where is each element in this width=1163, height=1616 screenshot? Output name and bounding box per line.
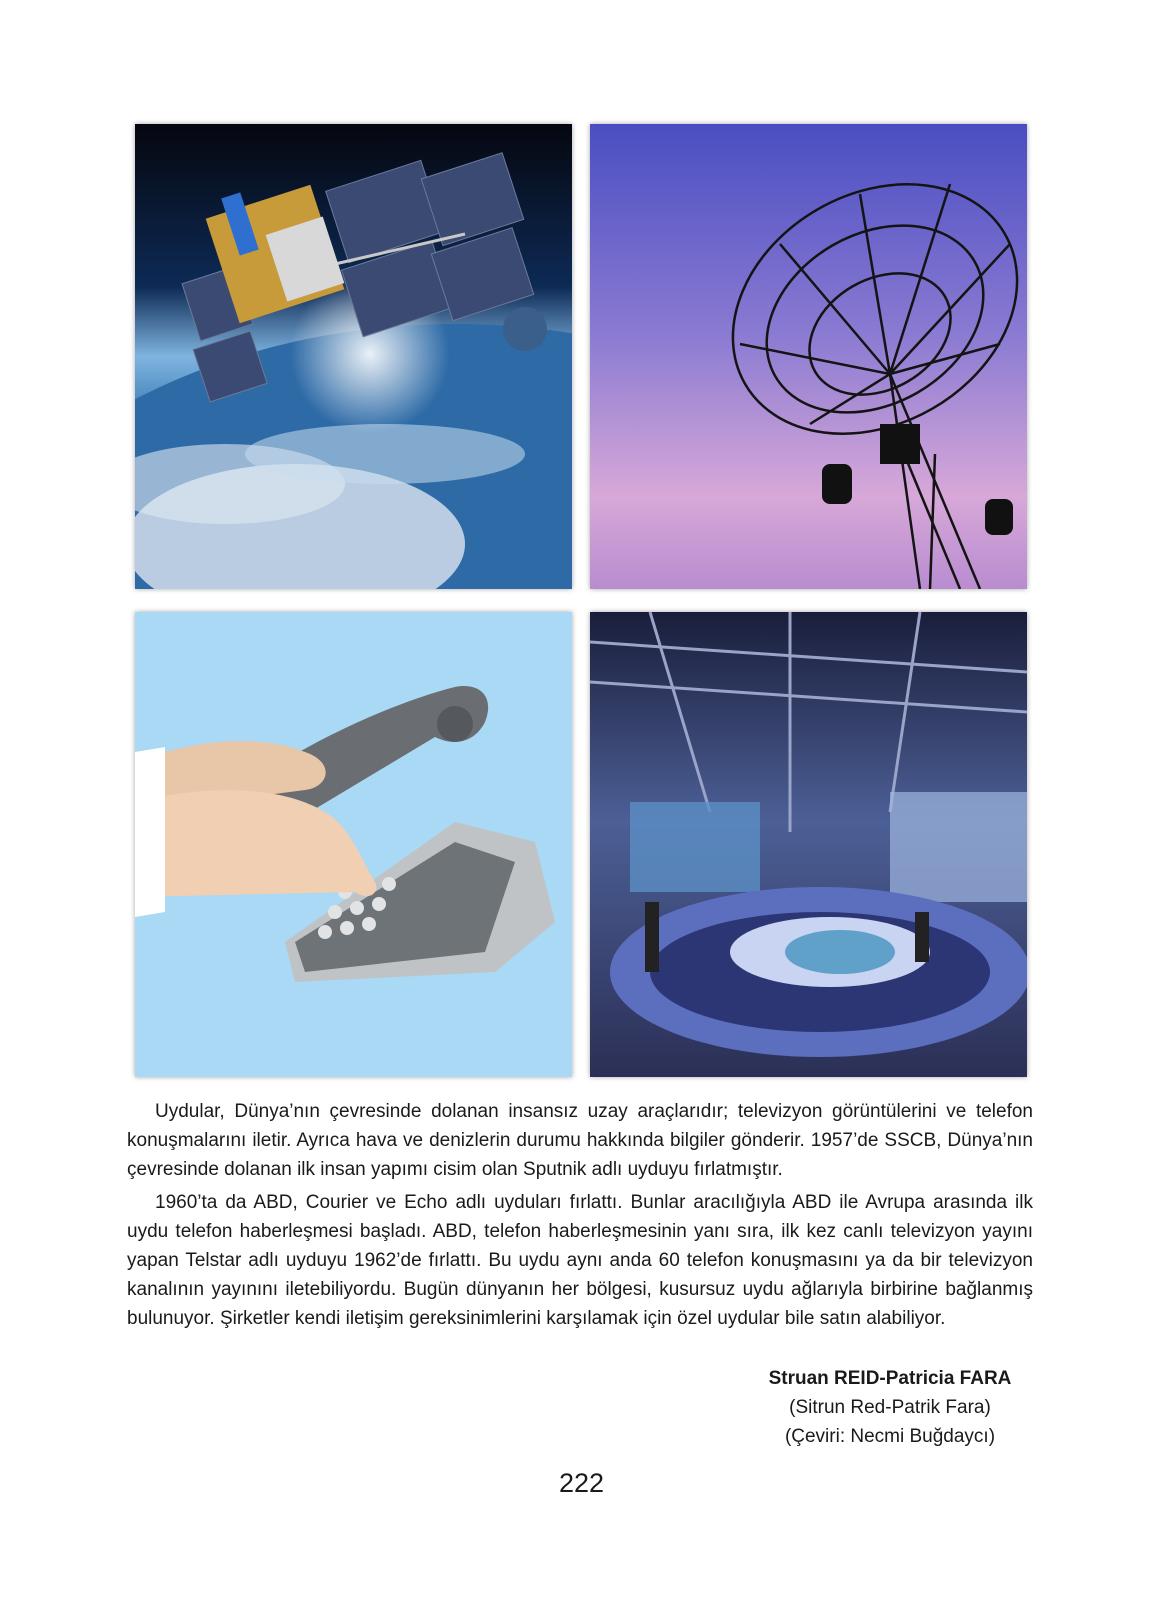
credits — [740, 1364, 1040, 1451]
radio-telescope-icon — [590, 124, 1027, 589]
satellite-photo — [135, 124, 572, 589]
article-paragraph-2: 1960’ta da ABD, Courier ve Echo adlı uyduları fırlattı. Bunlar aracılığıyla ABD ile Avrupa arasında ilk uydu telefon haberleşmesi başladı. ABD, telefon haberleşmesinin yanı sıra, ilk kez canlı televizyon yayını yapan Telstar adlı uyduyu 1962’de fırlattı. Bu uydu aynı anda 60 telefon konuşmasını ya da bir televizyon kanalının yayınını iletebiliyordu. Bugün dünyanın her bölgesi, kusursuz uydu ağlarıyla birbirine bağlanmış bulunuyor. Şirketler kendi iletişim gereksinimlerini karşılamak için özel uydular bile satın alabiliyor. — [127, 1192, 1033, 1329]
telephone-icon — [135, 612, 572, 1077]
telephone-photo — [135, 612, 572, 1077]
article-paragraph-1: Uydular, Dünya’nın çevresinde dolanan insansız uzay araçlarıdır; televizyon görüntülerini ve telefon konuşmalarını iletir. Ayrıca hava ve denizlerin durumu hakkında bilgiler gönderir. 1957’de SSCB, Dünya’nın çevresinde dolanan ilk insan yapımı cisim olan Sputnik adlı uyduyu fırlatmıştır. — [127, 1101, 1033, 1180]
radio-telescope-photo — [590, 124, 1027, 589]
article-text — [127, 1097, 1033, 1337]
translator-credit: (Çeviri: Necmi Buğdaycı) — [784, 1426, 996, 1447]
author-name: Struan REID-Patricia FARA — [768, 1368, 1012, 1389]
tv-studio-icon — [590, 612, 1027, 1077]
page-number: 222 — [558, 1468, 605, 1498]
author-pronunciation: (Sitrun Red-Patrik Fara) — [789, 1397, 991, 1418]
satellite-icon — [135, 124, 572, 589]
tv-studio-photo — [590, 612, 1027, 1077]
